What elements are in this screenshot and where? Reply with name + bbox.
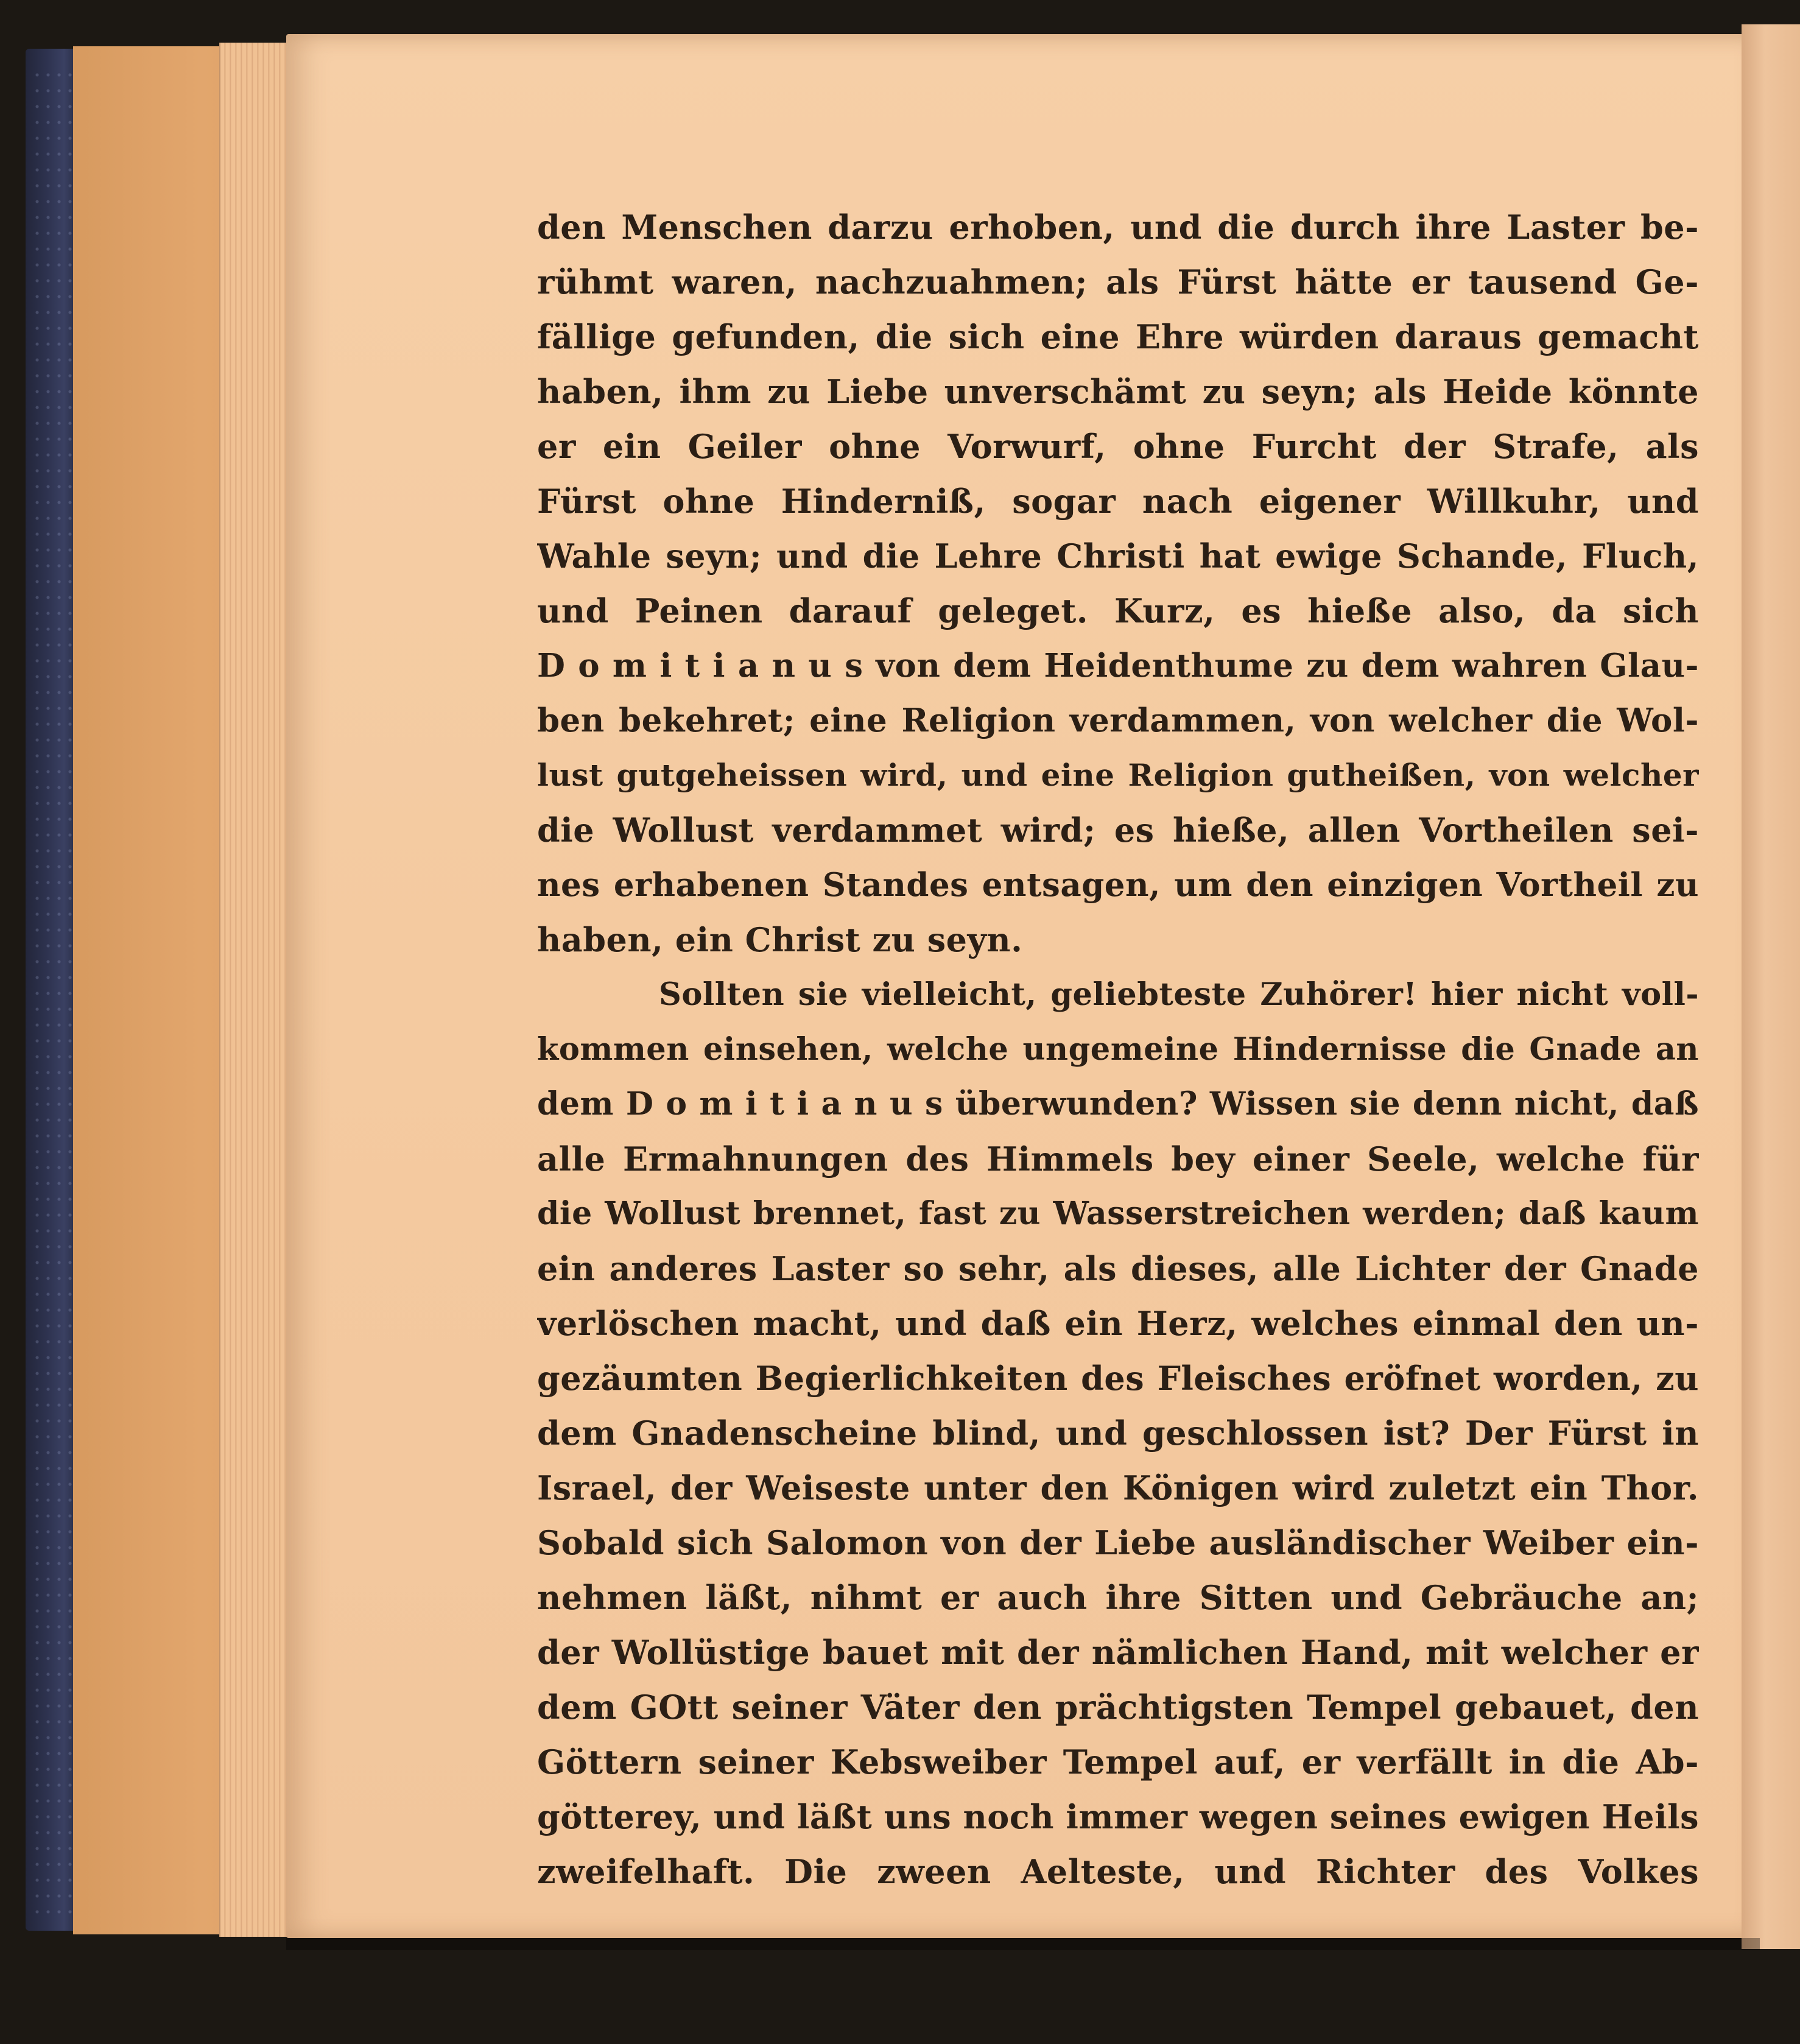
- text-line: alle Ermahnungen des Himmels bey einer Seele, welche für: [537, 1140, 1699, 1179]
- text-line: den Menschen darzu erhoben, und die durch ihre Laster be-: [537, 208, 1699, 247]
- text-line: die Wollust brennet, fast zu Wasserstreichen werden; daß kaum: [537, 1195, 1699, 1232]
- text-line: der Wollüstige bauet mit der nämlichen Hand, mit welcher er: [537, 1633, 1699, 1672]
- text-line: ein anderes Laster so sehr, als dieses, alle Lichter der Gnade: [537, 1249, 1699, 1288]
- text-line: Wahle seyn; und die Lehre Christi hat ewige Schande, Fluch,: [537, 537, 1699, 576]
- spine-texture: [32, 67, 74, 1919]
- text-block: [537, 200, 1699, 1899]
- text-line: götterey, und läßt uns noch immer wegen seines ewigen Heils: [537, 1797, 1699, 1836]
- text-line: dem GOtt seiner Väter den prächtigsten Tempel gebauet, den: [537, 1688, 1699, 1727]
- text-line: fällige gefunden, die sich eine Ehre würden daraus gemacht: [537, 317, 1699, 356]
- text-line: nehmen läßt, nihmt er auch ihre Sitten und Gebräuche an;: [537, 1578, 1699, 1617]
- text-line: dem Gnadenscheine blind, und geschlossen ist? Der Fürst in: [537, 1414, 1699, 1453]
- text-line: haben, ein Christ zu seyn.: [537, 920, 1023, 959]
- text-line: nes erhabenen Standes entsagen, um den einzigen Vortheil zu: [537, 866, 1699, 904]
- text-line: Sobald sich Salomon von der Liebe ausländischer Weiber ein-: [537, 1523, 1699, 1562]
- text-line: ben bekehret; eine Religion verdammen, von welcher die Wol-: [537, 702, 1699, 739]
- text-line: D o m i t i a n u s von dem Heidenthume zu dem wahren Glau-: [537, 647, 1699, 685]
- text-line: dem D o m i t i a n u s überwunden? Wissen sie denn nicht, daß: [537, 1085, 1699, 1122]
- text-line: und Peinen darauf geleget. Kurz, es hieße also, da sich: [537, 591, 1699, 630]
- text-line: verlöschen macht, und daß ein Herz, welches einmal den un-: [537, 1304, 1699, 1343]
- text-line: zweifelhaft. Die zween Aelteste, und Richter des Volkes: [537, 1852, 1699, 1891]
- text-line: rühmt waren, nachzuahmen; als Fürst hätte er tausend Ge-: [537, 263, 1699, 301]
- text-line: gezäumten Begierlichkeiten des Fleisches eröfnet worden, zu: [537, 1359, 1699, 1398]
- text-line: kommen einsehen, welche ungemeine Hindernisse die Gnade an: [537, 1031, 1699, 1068]
- facing-page-edge: [1742, 24, 1800, 1949]
- text-line: lust gutgeheissen wird, und eine Religion gutheißen, von welcher: [537, 757, 1699, 793]
- text-line: Fürst ohne Hinderniß, sogar nach eigener Willkuhr, und: [537, 482, 1699, 521]
- paragraph-start-line: Sollten sie vielleicht, geliebteste Zuhörer! hier nicht voll-: [659, 976, 1699, 1013]
- text-line: Göttern seiner Kebsweiber Tempel auf, er verfällt in die Ab-: [537, 1743, 1699, 1781]
- text-line: die Wollust verdammet wird; es hieße, allen Vortheilen sei-: [537, 811, 1699, 850]
- text-line: haben, ihm zu Liebe unverschämt zu seyn; als Heide könnte: [537, 372, 1699, 411]
- page-shadow: [286, 1938, 1760, 1950]
- text-line: Israel, der Weiseste unter den Königen wird zuletzt ein Thor.: [537, 1468, 1699, 1507]
- text-line: er ein Geiler ohne Vorwurf, ohne Furcht der Strafe, als: [537, 427, 1699, 466]
